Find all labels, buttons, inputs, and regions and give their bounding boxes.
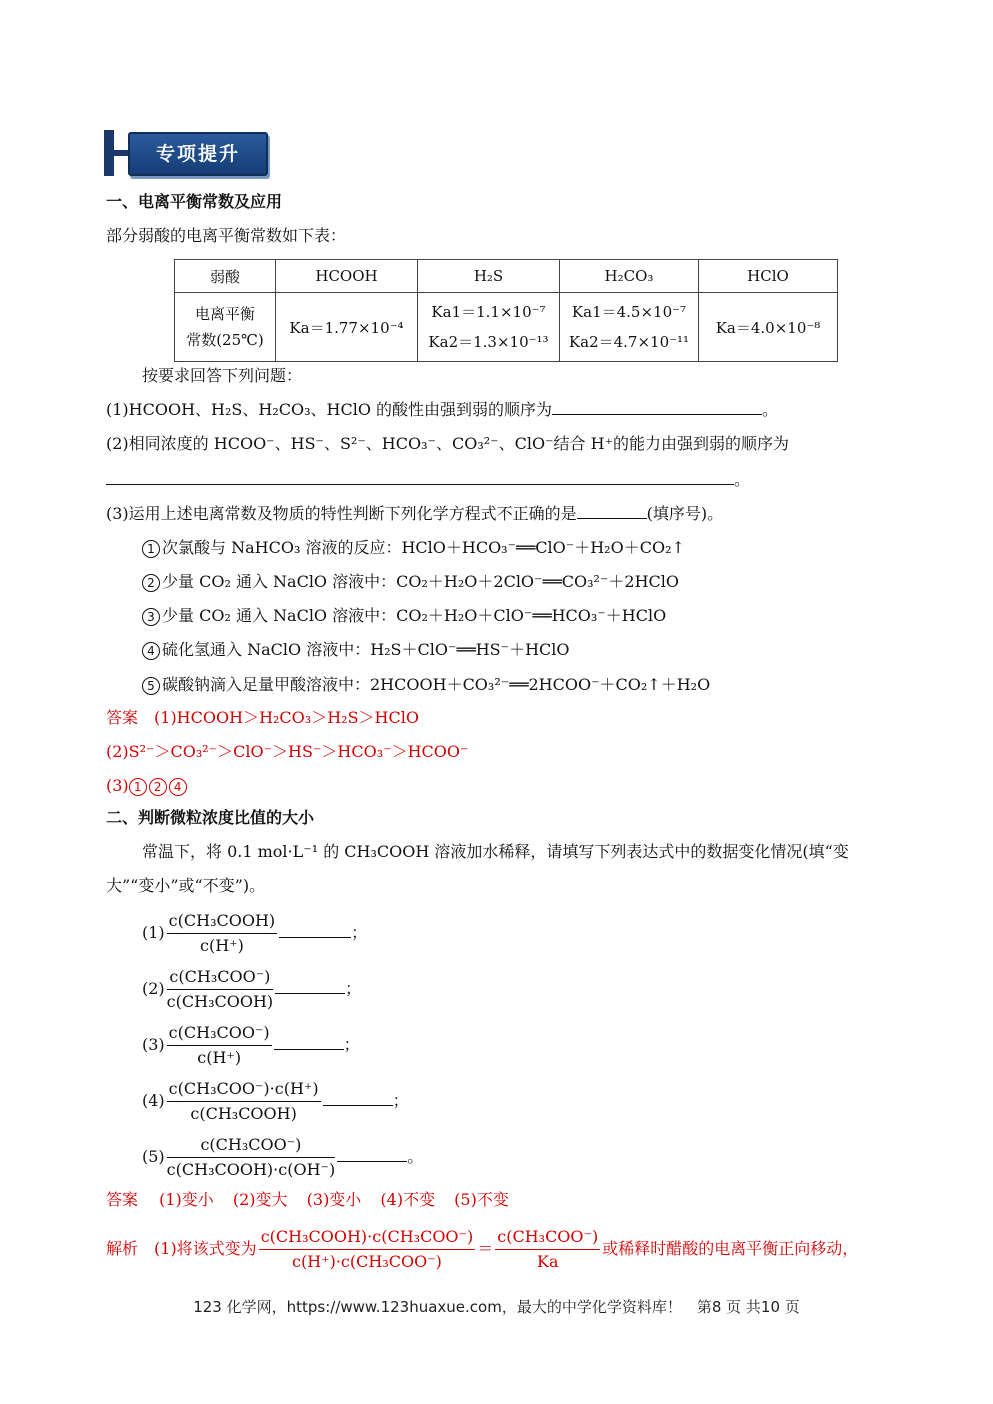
circled-number: 1 <box>142 540 160 558</box>
option-text: 碳酸钠滴入足量甲酸溶液中：2HCOOH＋CO₃²⁻══2HCOO⁻＋CO₂↑＋H₂O <box>162 675 711 694</box>
section2-title: 二、判断微粒浓度比值的大小 <box>106 808 315 827</box>
question-2: (2)相同浓度的 HCOO⁻、HS⁻、S²⁻、HCO₃⁻、CO₃²⁻、ClO⁻结合 H⁺的能力由强到弱的顺序为 <box>106 434 790 453</box>
badge-label: 专项提升 <box>128 132 268 176</box>
badge-bar-icon <box>104 130 114 176</box>
ka-table <box>174 259 838 362</box>
option-5 <box>142 675 710 695</box>
option-text: 硫化氢通入 NaClO 溶液中：H₂S＋ClO⁻══HS⁻＋HClO <box>162 640 570 659</box>
circled-number: 5 <box>142 677 160 695</box>
denominator: c(CH₃COOH)·c(OH⁻) <box>166 1160 336 1179</box>
answer-label: 答案 <box>106 708 139 727</box>
option-4 <box>142 640 570 660</box>
ka-value: Ka2＝4.7×10⁻¹¹ <box>568 333 690 351</box>
question-1-text: (1)HCOOH、H₂S、H₂CO₃、HClO 的酸性由强到弱的顺序为 <box>106 400 553 419</box>
table-head-cell: HCOOH <box>276 260 418 293</box>
period: 。 <box>762 400 779 419</box>
denominator: c(H⁺) <box>197 1048 242 1067</box>
section1-title: 一、电离平衡常数及应用 <box>106 192 283 211</box>
row-label-line: 电离平衡 <box>194 305 255 323</box>
answer-item: (5)不变 <box>454 1190 509 1209</box>
option-1 <box>142 538 685 558</box>
fraction-item-5 <box>142 1134 423 1181</box>
item-label: (2) <box>142 979 165 998</box>
item-end: ； <box>392 1091 409 1110</box>
table-cell <box>418 293 560 362</box>
row-label-line: 常数(25℃) <box>186 331 264 349</box>
answer-item: (4)不变 <box>380 1190 436 1209</box>
answer-blank[interactable] <box>106 470 734 485</box>
numerator: c(CH₃COOH)·c(CH₃COO⁻) <box>259 1226 476 1250</box>
denominator: c(H⁺) <box>199 936 244 955</box>
answer-text: (1)HCOOH＞H₂CO₃＞H₂S＞HClO <box>154 708 419 727</box>
fraction <box>167 1022 272 1069</box>
analysis-label: 解析 <box>106 1239 139 1258</box>
section2-answers <box>106 1190 509 1210</box>
answer-blank[interactable] <box>275 979 345 994</box>
numerator: c(CH₃COO⁻) <box>167 966 273 990</box>
circled-number: 2 <box>142 574 160 592</box>
fraction <box>167 1134 336 1181</box>
answer-item: (3)变小 <box>306 1190 362 1209</box>
table-cell <box>560 293 699 362</box>
numerator: c(CH₃COO⁻) <box>495 1226 600 1250</box>
ka-value: Ka1＝4.5×10⁻⁷ <box>571 303 687 321</box>
fraction-item-3 <box>142 1022 360 1069</box>
ka-value: Ka2＝1.3×10⁻¹³ <box>428 333 549 351</box>
item-end: ； <box>345 979 362 998</box>
numerator: c(CH₃COO⁻) <box>167 1134 336 1158</box>
table-head-cell: 弱酸 <box>175 260 276 293</box>
question-3 <box>106 504 723 524</box>
analysis-line <box>106 1226 858 1273</box>
answer-prefix: (3) <box>106 776 129 795</box>
table-head-cell: HClO <box>699 260 838 293</box>
prompt-text: 按要求回答下列问题： <box>142 366 303 385</box>
item-end: 。 <box>407 1147 424 1166</box>
denominator: c(H⁺)·c(CH₃COO⁻) <box>292 1252 442 1271</box>
circled-number: 2 <box>149 778 167 796</box>
fraction-item-4 <box>142 1078 409 1125</box>
answer-blank[interactable] <box>274 1035 344 1050</box>
answer-1 <box>106 708 419 728</box>
fraction <box>259 1226 476 1273</box>
ka-value: Ka1＝1.1×10⁻⁷ <box>431 303 546 321</box>
answer-3 <box>106 776 189 796</box>
option-3 <box>142 606 666 626</box>
circled-number: 4 <box>169 778 187 796</box>
fraction <box>167 1078 321 1125</box>
circled-number: 1 <box>129 778 147 796</box>
fraction-item-1 <box>142 910 367 957</box>
numerator: c(CH₃COO⁻)·c(H⁺) <box>167 1078 321 1102</box>
item-end: ； <box>351 923 368 942</box>
table-head-cell: H₂CO₃ <box>560 260 699 293</box>
badge-connector <box>114 150 128 156</box>
section2-intro-1: 常温下，将 0.1 mol·L⁻¹ 的 CH₃COOH 溶液加水稀释，请填写下列表达式中的数据变化情况(填“变 <box>142 842 849 861</box>
option-text: 次氯酸与 NaHCO₃ 溶液的反应：HClO＋HCO₃⁻══ClO⁻＋H₂O＋CO₂↑ <box>162 538 685 557</box>
fraction <box>495 1226 600 1273</box>
equals-sign: ＝ <box>477 1239 494 1258</box>
table-row-label <box>175 293 276 362</box>
answer-blank[interactable] <box>337 1147 407 1162</box>
fraction <box>167 910 277 957</box>
period: 。 <box>734 470 751 489</box>
option-text: 少量 CO₂ 通入 NaClO 溶液中：CO₂＋H₂O＋2ClO⁻══CO₃²⁻＋2HClO <box>162 572 680 591</box>
answer-item: (1)变小 <box>159 1190 214 1209</box>
item-label: (3) <box>142 1035 165 1054</box>
numerator: c(CH₃COO⁻) <box>167 1022 272 1046</box>
analysis-prefix: (1)将该式变为 <box>154 1239 257 1258</box>
page-footer: 123 化学网，https://www.123huaxue.com，最大的中学化学资料库！ 第8 页 共10 页 <box>193 1298 800 1316</box>
answer-label: 答案 <box>106 1190 139 1209</box>
question-3-tail: (填序号)。 <box>646 504 724 523</box>
item-label: (1) <box>142 923 165 942</box>
section-badge <box>104 130 266 176</box>
denominator: c(CH₃COOH) <box>166 992 274 1011</box>
question-3-text: (3)运用上述电离常数及物质的特性判断下列化学方程式不正确的是 <box>106 504 577 523</box>
table-cell: Ka＝4.0×10⁻⁸ <box>699 293 838 362</box>
table-head-cell: H₂S <box>418 260 560 293</box>
denominator: c(CH₃COOH) <box>190 1104 297 1123</box>
circled-number: 3 <box>142 608 160 626</box>
option-text: 少量 CO₂ 通入 NaClO 溶液中：CO₂＋H₂O＋ClO⁻══HCO₃⁻＋HClO <box>162 606 667 625</box>
answer-blank[interactable] <box>323 1091 393 1106</box>
option-2 <box>142 572 679 592</box>
item-label: (4) <box>142 1091 165 1110</box>
analysis-suffix: 或稀释时醋酸的电离平衡正向移动， <box>602 1239 859 1258</box>
denominator: Ka <box>536 1252 559 1271</box>
circled-number: 4 <box>142 642 160 660</box>
question-1 <box>106 400 778 420</box>
item-label: (5) <box>142 1147 165 1166</box>
item-end: ； <box>343 1035 360 1054</box>
answer-2: (2)S²⁻＞CO₃²⁻＞ClO⁻＞HS⁻＞HCO₃⁻＞HCOO⁻ <box>106 742 469 761</box>
fraction <box>167 966 273 1013</box>
section1-intro: 部分弱酸的电离平衡常数如下表： <box>106 226 347 245</box>
fraction-item-2 <box>142 966 361 1013</box>
question-2-blank-line <box>106 470 750 490</box>
answer-blank[interactable] <box>577 504 647 519</box>
answer-blank[interactable] <box>279 923 351 938</box>
answer-item: (2)变大 <box>232 1190 288 1209</box>
section2-intro-2: 大”“变小”或“不变”)。 <box>106 876 266 895</box>
table-cell: Ka＝1.77×10⁻⁴ <box>276 293 418 362</box>
numerator: c(CH₃COOH) <box>167 910 277 934</box>
answer-blank[interactable] <box>552 400 762 415</box>
